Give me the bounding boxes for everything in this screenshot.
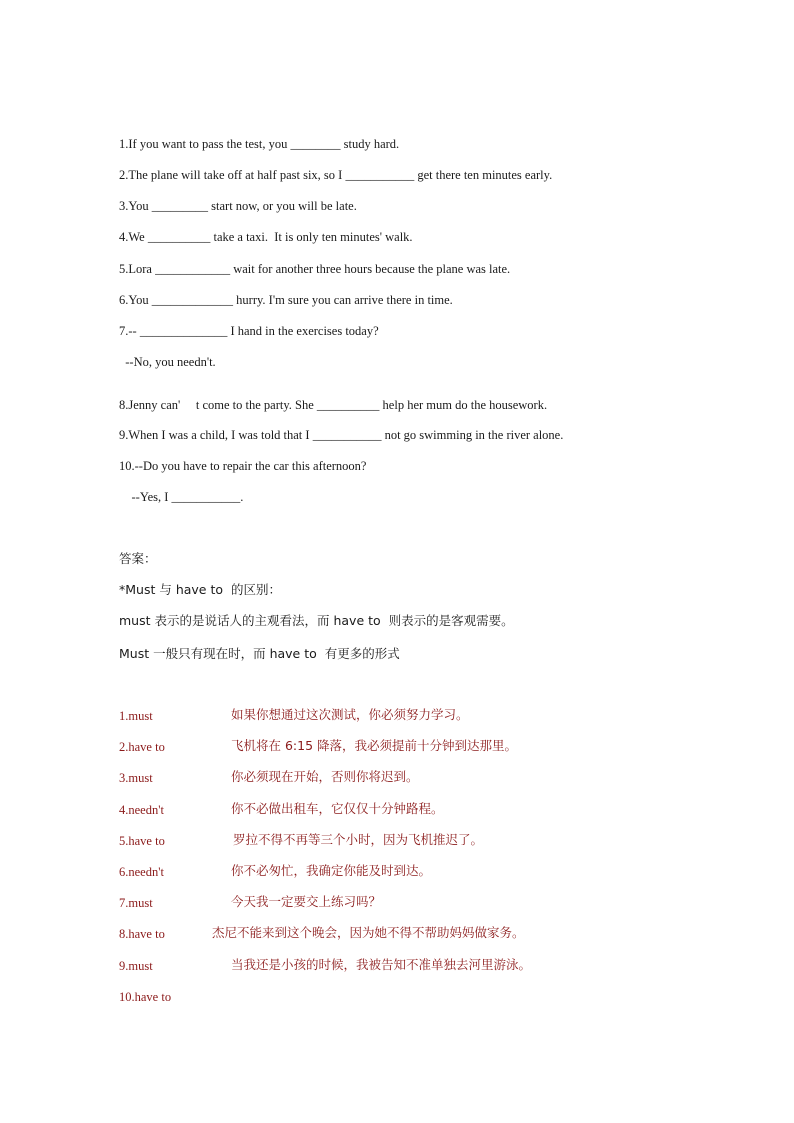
question-5: 5.Lora ____________ wait for another three hours because the plane was late. [119,262,511,276]
note-line-1: must 表示的是说话人的主观看法，而 have to 则表示的是客观需要。 [119,613,514,628]
question-10-reply: --Yes, I ___________. [119,490,244,504]
question-10: 10.--Do you have to repair the car this afternoon? [119,459,367,473]
answer-3-word: 3.must [119,771,153,785]
answer-2-word: 2.have to [119,740,165,754]
answer-8-word: 8.have to [119,927,165,941]
answer-heading: 答案： [119,551,157,566]
question-7-reply: --No, you needn't. [119,355,216,369]
question-1: 1.If you want to pass the test, you ________ study hard. [119,137,400,151]
answer-1-translation: 如果你想通过这次测试，你必须努力学习。 [231,707,469,722]
answer-1-word: 1.must [119,709,153,723]
answer-3-translation: 你必须现在开始，否则你将迟到。 [231,769,419,784]
answer-9-word: 9.must [119,959,153,973]
question-2: 2.The plane will take off at half past six, so I ___________ get there ten minutes early. [119,168,553,182]
answer-2-translation: 飞机将在 6:15 降落，我必须提前十分钟到达那里。 [231,738,518,753]
note-title: *Must 与 have to 的区别： [119,582,281,597]
note-line-2: Must 一般只有现在时，而 have to 有更多的形式 [119,646,400,661]
answer-7-word: 7.must [119,896,153,910]
answer-10-word: 10.have to [119,990,172,1004]
answer-6-translation: 你不必匆忙，我确定你能及时到达。 [231,863,432,878]
question-6: 6.You _____________ hurry. I'm sure you can arrive there in time. [119,293,453,307]
question-9: 9.When I was a child, I was told that I ___________ not go swimming in the river alone. [119,428,564,442]
answer-5-word: 5.have to [119,834,165,848]
answer-5-translation: 罗拉不得不再等三个小时，因为飞机推迟了。 [233,832,484,847]
question-7: 7.-- ______________ I hand in the exercises today? [119,324,379,338]
answer-6-word: 6.needn't [119,865,164,879]
answer-4-translation: 你不必做出租车，它仅仅十分钟路程。 [231,801,444,816]
answer-8-translation: 杰尼不能来到这个晚会，因为她不得不帮助妈妈做家务。 [212,925,525,940]
question-3: 3.You _________ start now, or you will be late. [119,199,357,213]
question-4: 4.We __________ take a taxi. It is only ten minutes' walk. [119,230,413,244]
answer-9-translation: 当我还是小孩的时候，我被告知不准单独去河里游泳。 [231,957,532,972]
answer-7-translation: 今天我一定要交上练习吗？ [231,894,382,909]
question-8: 8.Jenny can' t come to the party. She __________ help her mum do the housework. [119,398,548,412]
answer-4-word: 4.needn't [119,803,164,817]
